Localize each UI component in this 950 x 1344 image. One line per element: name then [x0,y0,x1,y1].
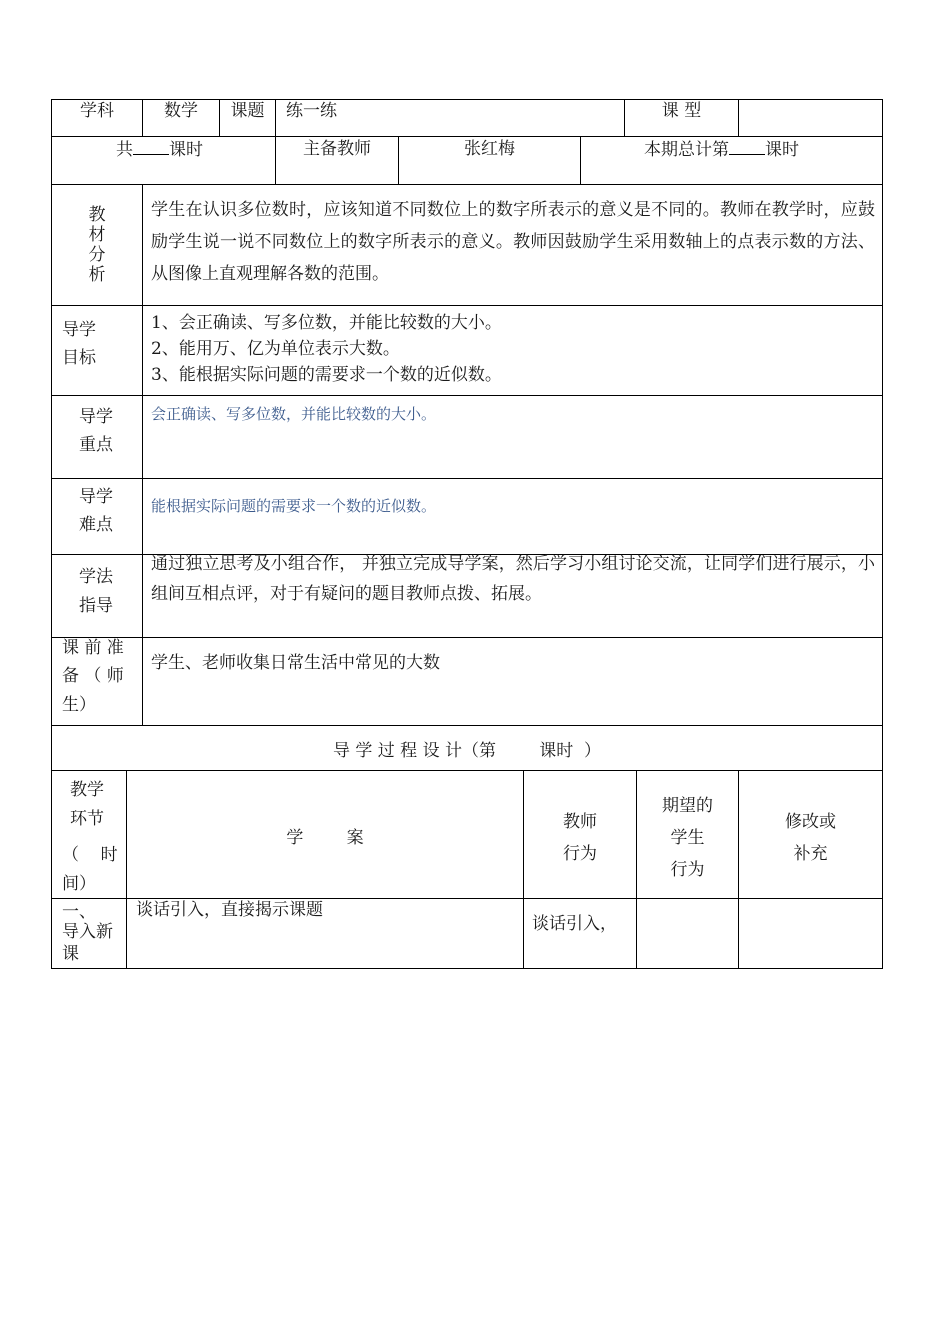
row1-stage-2: 导入新 [62,922,113,942]
topic-value: 练一练 [286,101,337,121]
prep-label-1: 课 前 准 [62,638,124,658]
col-teacher-1: 教师 [563,812,597,832]
type-label: 课 型 [661,101,702,121]
col-student-3: 行为 [670,860,705,880]
col-stage-3: （ 时 [62,845,118,865]
total-prefix: 共 [116,140,133,160]
goals-label-1: 导学 [62,320,96,340]
goals-label-2: 目标 [62,348,96,368]
row-line-9 [51,770,883,771]
lead-teacher-label: 主备教师 [303,139,371,159]
col-stage-1: 教学 [70,780,104,800]
col-revise-2: 补充 [793,844,828,864]
row-line-8 [51,725,883,726]
row-line-7 [51,637,883,638]
prep-label-2: 备 （ 师 [62,666,124,686]
difficult-label-2: 难点 [79,515,113,535]
term-total-suffix: 课时 [765,140,799,160]
proc-divider-a [126,770,127,968]
process-title: 导 学 过 程 设 计（第 课时 ） [332,741,602,761]
material-label-1: 教 [88,205,106,225]
row-line-4 [51,395,883,396]
proc-divider-b [523,770,524,968]
label-column-divider [142,184,143,725]
material-text: 学生在认识多位数时，应该知道不同数位上的数字所表示的意义是不同的。教师在教学时，应鼓励学生说一说不同数位上的数字所表示的意义。教师因鼓励学生采用数轴上的点表示数的方法、从图像上直观理解各数的范围。 [151,200,875,284]
row-line-5 [51,478,883,479]
method-text: 通过独立思考及小组合作， 并独立完成导学案，然后学习小组讨论交流，让同学们进行展示，小组间互相点评，对于有疑问的题目教师点拨、拓展。 [151,554,875,604]
row2-divider-c [580,136,581,184]
col-teacher-2: 行为 [563,844,597,864]
term-total-blank [729,138,765,155]
row1-teacher: 谈话引入， [532,914,617,934]
method-label-2: 指导 [79,596,113,616]
difficult-label-1: 导学 [79,487,113,507]
row-line-1 [51,136,883,137]
col-plan: 学 案 [286,828,364,848]
goal-1: 1、会正确读、写多位数，并能比较数的大小。 [151,313,502,333]
border-bottom [51,968,883,969]
col-stage-4: 间） [62,874,96,894]
material-label-2: 材 [88,225,106,245]
key-label-1: 导学 [79,407,113,427]
row1-divider-c [275,99,276,136]
topic-label: 课题 [230,101,265,121]
prep-text: 学生、老师收集日常生活中常见的大数 [151,653,440,673]
prep-label-3: 生） [62,695,96,715]
col-student-1: 期望的 [662,796,713,816]
row1-divider-e [738,99,739,136]
term-total [644,138,799,161]
subject-label: 学科 [80,101,114,121]
lead-teacher-name: 张红梅 [464,139,515,159]
method-label-1: 学法 [79,567,113,587]
col-revise-1: 修改或 [785,812,836,832]
term-total-prefix: 本期总计第 [644,140,729,160]
material-label-3: 分 [88,245,106,265]
total-periods [116,138,203,161]
total-suffix: 课时 [169,140,203,160]
total-blank [133,138,169,155]
material-label-4: 析 [88,265,106,285]
col-student-2: 学生 [670,828,705,848]
proc-divider-d [738,770,739,968]
border-right [882,99,883,969]
col-stage-2: 环节 [70,809,104,829]
row-line-3 [51,305,883,306]
key-text: 会正确读、写多位数，并能比较数的大小。 [151,405,437,423]
difficult-text: 能根据实际问题的需要求一个数的近似数。 [151,497,437,515]
row1-plan: 谈话引入，直接揭示课题 [136,900,323,920]
key-label-2: 重点 [79,435,113,455]
row1-stage-3: 课 [62,944,79,964]
row1-stage-1: 一、 [62,902,96,922]
goal-2: 2、能用万、亿为单位表示大数。 [151,339,400,359]
subject-value: 数学 [164,101,198,121]
row-line-2 [51,184,883,185]
goal-3: 3、能根据实际问题的需要求一个数的近似数。 [151,365,502,385]
